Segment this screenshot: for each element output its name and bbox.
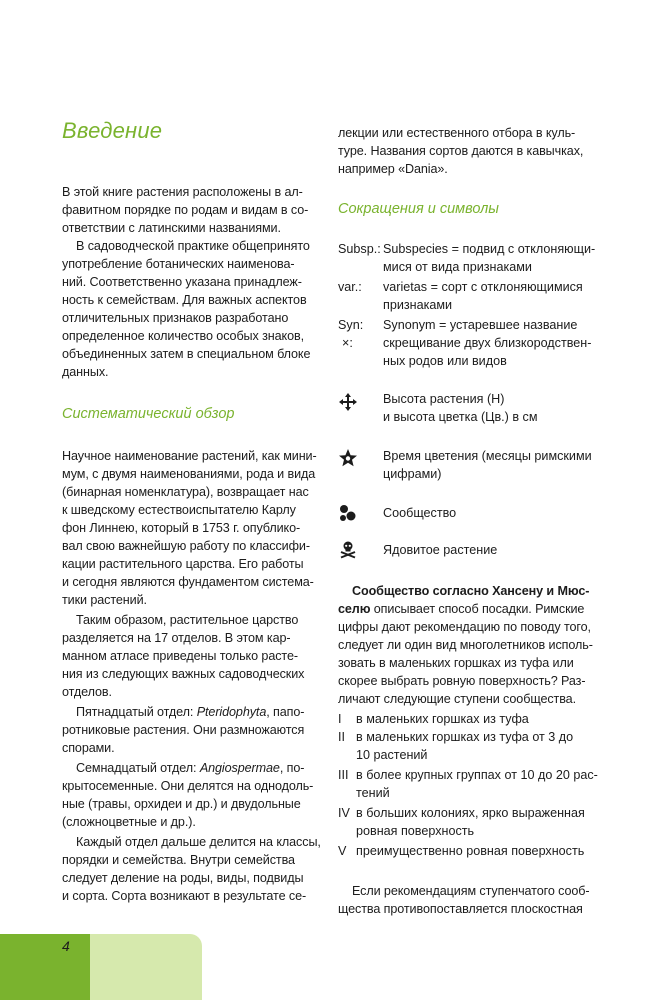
abbr-term: var.: (338, 280, 362, 294)
symbol-bloom-label: цифрами) (383, 467, 442, 481)
systematic-line: кации растительного царства. Его работы (62, 557, 304, 571)
systematic-line: Каждый отдел дальше делится на классы, (76, 835, 321, 849)
systematic-line: следует деление на роды, виды, подвиды (62, 871, 304, 885)
community-term: селю (338, 602, 371, 616)
abbr-term: Subsp.: (338, 242, 381, 256)
latin-name: Angiospermae (199, 761, 280, 775)
systematic-line: и сегодня являются фундаментом система- (62, 575, 314, 589)
systematic-line: к шведскому естествоиспытателю Карлу (62, 503, 296, 517)
level-number: III (338, 768, 349, 782)
level-number: I (338, 712, 342, 726)
intro-line: В этой книге растения расположены в ал- (62, 185, 303, 199)
intro-line: употребление ботанических наименова- (62, 257, 295, 271)
abbr-definition: скрещивание двух близкородствен- (383, 336, 592, 350)
abbr-definition: Subspecies = подвид с отклоняющи- (383, 242, 596, 256)
intro-line: ответствии с латинскими названиями. (62, 221, 281, 235)
systematic-line: Таким образом, растительное царство (76, 613, 299, 627)
community-end-line: щества противопоставляется плоскостная (338, 902, 583, 916)
intro-line: ний. Соответственно указана принадлеж- (62, 275, 302, 289)
symbol-poison-label: Ядовитое растение (383, 543, 498, 557)
abbr-definition: varietas = сорт с отклоняющимися (383, 280, 583, 294)
continued-line: лекции или естественного отбора в куль- (338, 126, 576, 140)
community-line: скорее выбрать ровную поверхность? Раз- (338, 674, 586, 688)
intro-line: В садоводческой практике общепринято (76, 239, 310, 253)
level-text: в больших колониях, ярко выраженная (356, 806, 585, 820)
systematic-line: разделяется на 17 отделов. В этом кар- (62, 631, 291, 645)
page-number: 4 (62, 938, 70, 954)
intro-line: отличительных признаков разработано (62, 311, 289, 325)
level-text: в более крупных группах от 10 до 20 рас- (356, 768, 598, 782)
abbr-definition: ных родов или видов (383, 354, 507, 368)
abbr-definition: признаками (383, 298, 453, 312)
systematic-line: ния из следующих важных садоводческих (62, 667, 305, 681)
systematic-line: ные (травы, орхидеи и др.) и двудольные (62, 797, 301, 811)
heading-abbreviations: Сокращения и символы (338, 201, 499, 217)
angiospermae-line: Семнадцатый отдел: Angiospermae, по- (76, 761, 305, 775)
level-number: V (338, 844, 347, 858)
systematic-line: порядки и семейства. Внутри семейства (62, 853, 295, 867)
systematic-line: ротниковые растения. Они размножаются (62, 723, 305, 737)
continued-line: например «Dania». (338, 162, 448, 176)
skull-crossbones-icon (338, 539, 358, 559)
systematic-line: манном атласе приведены только расте- (62, 649, 298, 663)
intro-line: данных. (62, 365, 109, 379)
latin-name: Pteridophyta (196, 705, 267, 719)
height-arrows-icon (338, 392, 358, 412)
continued-line: туре. Названия сортов даются в кавычках, (338, 144, 584, 158)
systematic-line: мум, с двумя наименованиями, рода и вида (62, 467, 316, 481)
level-text: тений (356, 786, 390, 800)
level-text: преимущественно ровная поверхность (356, 844, 585, 858)
level-text: ровная поверхность (356, 824, 475, 838)
systematic-line: Научное наименование растений, как мини- (62, 449, 317, 463)
systematic-line: отделов. (62, 685, 112, 699)
level-text: в маленьких горшках из туфа (356, 712, 529, 726)
star-flower-icon (338, 448, 358, 468)
level-text: в маленьких горшках из туфа от 3 до (356, 730, 574, 744)
community-line: следует ли один вид многолетников исполь- (338, 638, 593, 652)
intro-line: фавитном порядке по родам и видам в со- (62, 203, 309, 217)
level-number: IV (338, 806, 350, 820)
systematic-line: тики растений. (62, 593, 147, 607)
community-line: цифры дают рекомендацию по поводу того, (338, 620, 591, 634)
systematic-line: фон Линнею, который в 1753 г. опублико- (62, 521, 301, 535)
systematic-line: (сложноцветные и др.). (62, 815, 196, 829)
community-end-line: Если рекомендациям ступенчатого сооб- (352, 884, 590, 898)
symbol-bloom-label: Время цветения (месяцы римскими (383, 449, 592, 463)
level-text: 10 растений (356, 748, 428, 762)
pteridophyta-line: Пятнадцатый отдел: Pteridophyta, папо- (76, 705, 305, 719)
symbol-height-label: Высота растения (H) (383, 392, 505, 406)
abbr-term: Syn: (338, 318, 364, 332)
heading-introduction: Введение (62, 118, 163, 143)
abbr-term: ×: (342, 336, 353, 350)
systematic-line: вал свою важнейшую работу по классифи- (62, 539, 310, 553)
community-line: личают следующие ступени сообщества. (338, 692, 576, 706)
community-circles-icon (338, 503, 358, 523)
abbr-definition: Synonym = устаревшее название (383, 318, 578, 332)
level-number: II (338, 730, 345, 744)
community-term: Сообщество согласно Хансену и Мюс- (352, 584, 590, 598)
systematic-line: спорами. (62, 741, 115, 755)
systematic-line: (бинарная номенклатура), возвращает нас (62, 485, 309, 499)
footer-accent-tab (0, 934, 90, 1000)
symbol-height-label: и высота цветка (Цв.) в см (383, 410, 538, 424)
symbol-community-label: Сообщество (383, 506, 457, 520)
community-line: зовать в маленьких горшках из туфа или (338, 656, 574, 670)
systematic-line: и сорта. Сорта возникают в результате се- (62, 889, 307, 903)
intro-line: определенное количество особых знаков, (62, 329, 304, 343)
abbr-definition: мися от вида признаками (383, 260, 532, 274)
community-heading-line (352, 582, 589, 600)
intro-line: ность к семействам. Для важных аспектов (62, 293, 307, 307)
heading-systematic-overview: Систематический обзор (62, 406, 235, 422)
intro-line: объединенных затем в специальном блоке (62, 347, 311, 361)
community-line: селю описывает способ посадки. Римские (338, 602, 585, 616)
systematic-line: крытосеменные. Они делятся на однодоль- (62, 779, 314, 793)
